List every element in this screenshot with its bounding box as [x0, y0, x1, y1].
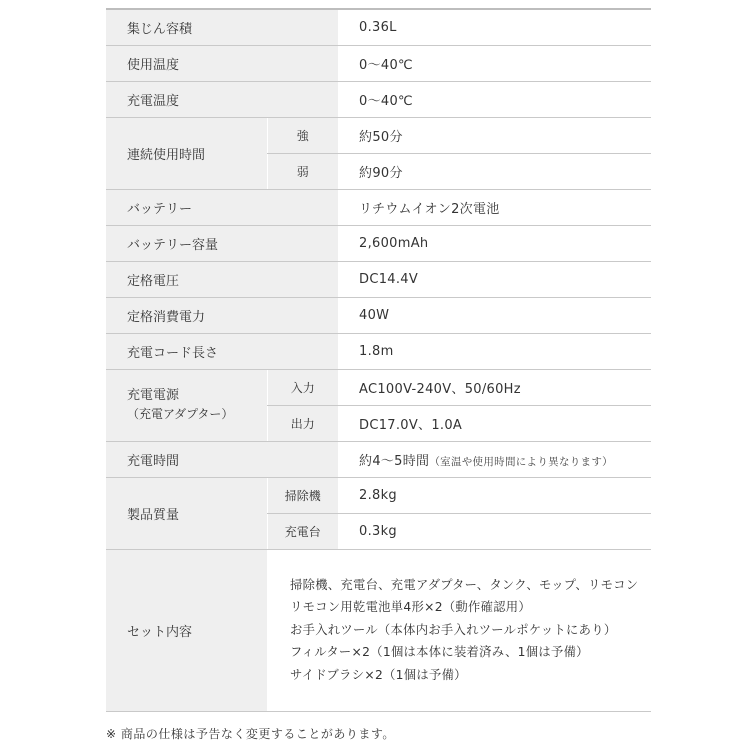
row-label: 定格電圧 — [106, 261, 338, 297]
set-contents-list — [267, 549, 651, 711]
table-row — [106, 117, 651, 153]
row-label — [106, 369, 267, 441]
row-label: バッテリー — [106, 189, 338, 225]
table-row — [106, 477, 651, 513]
row-value: DC17.0V、1.0A — [338, 405, 651, 441]
row-label: バッテリー容量 — [106, 225, 338, 261]
table-row — [106, 261, 651, 297]
footnote: ※ 商品の仕様は予告なく変更することがあります。 — [106, 727, 395, 741]
row-label: セット内容 — [106, 549, 267, 711]
row-value: 0～40℃ — [338, 81, 651, 117]
row-label: 充電コード長さ — [106, 333, 338, 369]
table-row — [106, 369, 651, 405]
row-label: 連続使用時間 — [106, 117, 267, 189]
table-row — [106, 549, 651, 711]
row-value: 40W — [338, 297, 651, 333]
row-label: 製品質量 — [106, 477, 267, 549]
row-value: 約90分 — [338, 153, 651, 189]
row-label-main: 充電電源 — [127, 388, 180, 403]
row-label: 充電温度 — [106, 81, 338, 117]
row-value: 2.8kg — [338, 477, 651, 513]
table-row — [106, 189, 651, 225]
row-value: 2,600mAh — [338, 225, 651, 261]
list-item: お手入れツール（本体内お手入れツールポケットにあり） — [290, 622, 617, 637]
sub-label: 入力 — [267, 369, 338, 405]
row-value: 約50分 — [338, 117, 651, 153]
sub-label: 掃除機 — [267, 477, 338, 513]
table-row — [106, 297, 651, 333]
sub-label: 強 — [267, 117, 338, 153]
list-item: サイドブラシ×2（1個は予備） — [290, 667, 467, 682]
table-row — [106, 333, 651, 369]
row-value: 0.3kg — [338, 513, 651, 549]
list-item: フィルター×2（1個は本体に装着済み、1個は予備） — [290, 645, 589, 660]
table-row — [106, 441, 651, 477]
sub-label: 弱 — [267, 153, 338, 189]
row-value: リチウムイオン2次電池 — [338, 189, 651, 225]
row-value: AC100V-240V、50/60Hz — [338, 369, 651, 405]
charge-time-note: （室温や使用時間により異なります） — [429, 455, 613, 468]
charge-time-value: 約4～5時間 — [359, 453, 430, 469]
table-row — [106, 81, 651, 117]
list-item: リモコン用乾電池単4形×2（動作確認用） — [290, 600, 531, 615]
row-label: 定格消費電力 — [106, 297, 338, 333]
list-item: 掃除機、充電台、充電アダプター、タンク、モップ、リモコン — [290, 577, 639, 592]
row-value: DC14.4V — [338, 261, 651, 297]
sub-label: 出力 — [267, 405, 338, 441]
table-row — [106, 9, 651, 45]
spec-table — [106, 8, 651, 712]
row-value: 1.8m — [338, 333, 651, 369]
sub-label: 充電台 — [267, 513, 338, 549]
row-label: 充電時間 — [106, 441, 338, 477]
row-value: 0.36L — [338, 9, 651, 45]
row-value: 0～40℃ — [338, 45, 651, 81]
table-row — [106, 225, 651, 261]
table-row — [106, 45, 651, 81]
row-label: 使用温度 — [106, 45, 338, 81]
row-label-sub: （充電アダプター） — [127, 407, 234, 421]
row-value — [338, 441, 651, 477]
row-label: 集じん容積 — [106, 9, 338, 45]
